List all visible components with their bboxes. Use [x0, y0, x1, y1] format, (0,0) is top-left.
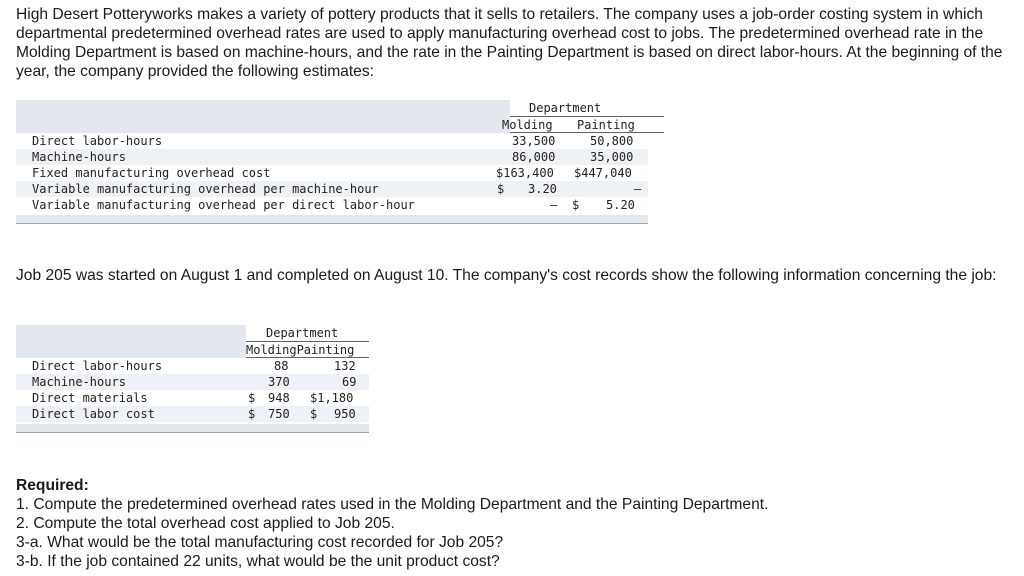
- estimates-col-molding: Molding: [502, 118, 553, 132]
- table-row: [16, 165, 648, 181]
- required-item: 2. Compute the total overhead cost applied to Job 205.: [16, 515, 395, 532]
- estimates-bottom-band: [16, 215, 648, 224]
- table-row: [16, 197, 648, 213]
- molding-value: 370: [268, 375, 290, 389]
- required-item: 3-b. If the job contained 22 units, what would be the unit product cost?: [16, 553, 500, 570]
- molding-dollar-sign: $: [248, 407, 256, 421]
- painting-value: –: [634, 182, 642, 196]
- row-label: Direct labor cost: [32, 407, 155, 421]
- molding-value: 750: [268, 407, 290, 421]
- painting-value: 35,000: [590, 150, 634, 164]
- estimates-col-painting: Painting: [577, 118, 635, 132]
- required-item: 3-a. What would be the total manufacturing cost recorded for Job 205?: [16, 534, 504, 551]
- job-department-rule: [246, 341, 369, 342]
- painting-value: 5.20: [606, 198, 635, 212]
- molding-value: $163,400: [496, 166, 554, 180]
- row-label: Fixed manufacturing overhead cost: [32, 166, 271, 180]
- molding-value: 88: [274, 359, 289, 373]
- row-label: Direct labor-hours: [32, 359, 163, 373]
- required-heading: Required:: [16, 477, 89, 494]
- table-row: [16, 181, 648, 197]
- molding-value: 3.20: [528, 182, 557, 196]
- painting-value: 950: [334, 407, 356, 421]
- row-label: Machine-hours: [32, 150, 126, 164]
- table-row: [16, 358, 369, 374]
- job-header-band: [16, 325, 246, 358]
- painting-dollar-sign: $: [310, 407, 318, 421]
- intro-paragraph: High Desert Potteryworks makes a variety of pottery products that it sells to retailers. The company uses a job-order costing system in which departmental predetermined overhead rates are used to apply manufacturing overhead cost to jobs. The predetermined overhead rate in the Molding Department is based on machine-hours, and the rate in the Painting Department is based on direct labor-hours. At the beginning of the year, the company provided the following estimates:: [16, 6, 1003, 80]
- row-label: Variable manufacturing overhead per direct labor-hour: [32, 198, 415, 212]
- painting-value: $1,180: [310, 391, 354, 405]
- painting-dollar-sign: $: [572, 198, 580, 212]
- painting-value: 132: [334, 359, 356, 373]
- row-label: Variable manufacturing overhead per machine-hour: [32, 182, 379, 196]
- job-department-header: Department: [266, 326, 339, 340]
- required-section: [16, 476, 1016, 571]
- molding-value: 948: [268, 391, 290, 405]
- job-paragraph: Job 205 was started on August 1 and completed on August 10. The company's cost records show the following information concerning the job:: [16, 267, 997, 284]
- required-item: 1. Compute the predetermined overhead rates used in the Molding Department and the Painting Department.: [16, 496, 769, 513]
- molding-value: 33,500: [512, 134, 556, 148]
- table-row: [16, 149, 648, 165]
- molding-value: –: [550, 198, 558, 212]
- job-cost-table: [16, 325, 369, 435]
- job-bottom-band: [16, 424, 369, 433]
- estimates-department-rule: [510, 116, 664, 117]
- molding-value: 86,000: [512, 150, 556, 164]
- table-row: [16, 374, 369, 390]
- table-row: [16, 390, 369, 406]
- estimates-table: [16, 100, 648, 225]
- row-label: Direct labor-hours: [32, 134, 163, 148]
- estimates-department-header: Department: [529, 101, 602, 115]
- row-label: Direct materials: [32, 391, 148, 405]
- molding-dollar-sign: $: [248, 391, 256, 405]
- job-columns-header: MoldingPainting: [246, 343, 355, 357]
- molding-dollar-sign: $: [497, 182, 505, 196]
- painting-value: 69: [342, 375, 357, 389]
- painting-value: $447,040: [574, 166, 632, 180]
- table-row: [16, 406, 369, 422]
- painting-value: 50,800: [590, 134, 634, 148]
- table-row: [16, 133, 648, 149]
- row-label: Machine-hours: [32, 375, 126, 389]
